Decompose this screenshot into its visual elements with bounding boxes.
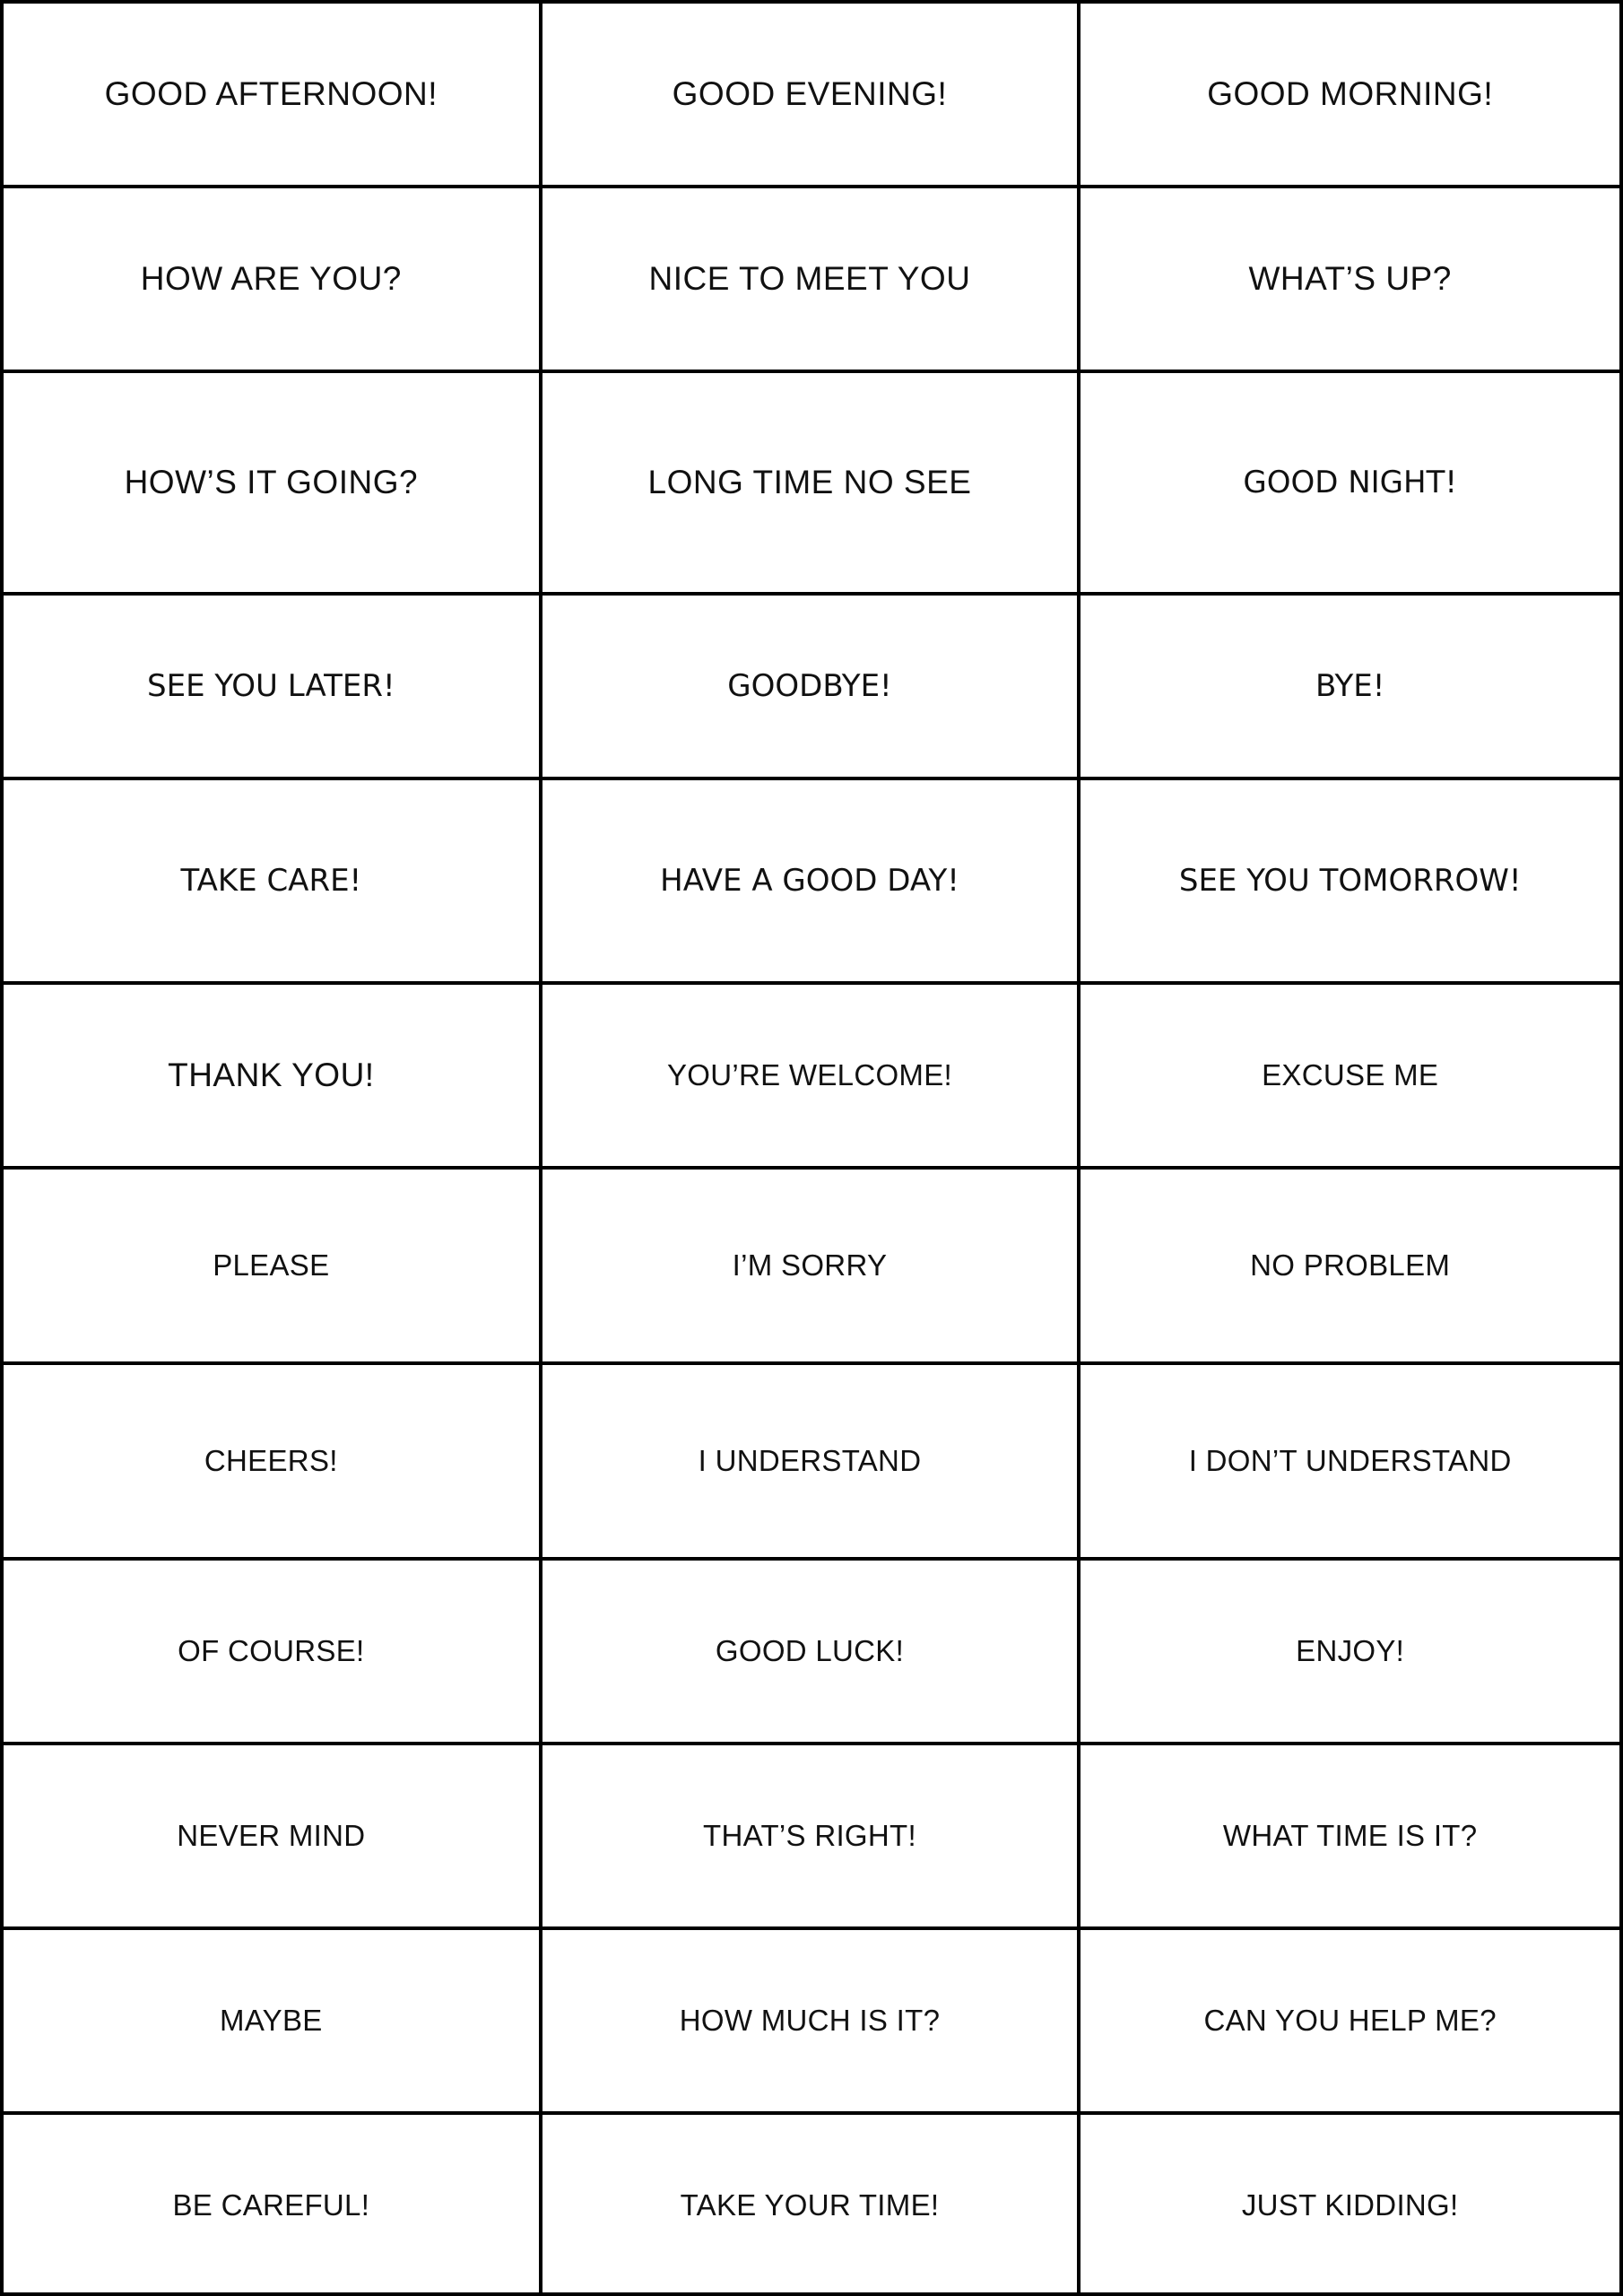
phrase-text: WHAT TIME IS IT?	[1222, 1819, 1478, 1852]
phrase-text: YOU’RE WELCOME!	[666, 1058, 953, 1091]
phrase-card	[4, 780, 542, 985]
phrase-card	[542, 373, 1081, 596]
phrase-text: SEE YOU LATER!	[147, 668, 395, 704]
phrase-text: PLEASE	[213, 1248, 330, 1282]
phrase-text: GOOD MORNING!	[1207, 75, 1494, 112]
phrase-card	[1081, 1365, 1619, 1561]
phrase-card	[4, 1930, 542, 2115]
phrase-text: HOW MUCH IS IT?	[679, 2004, 941, 2037]
phrase-card	[4, 985, 542, 1170]
phrase-text: HOW’S IT GOING?	[124, 464, 419, 500]
phrase-text: GOOD NIGHT!	[1243, 465, 1457, 500]
phrase-text: GOOD EVENING!	[672, 75, 948, 112]
phrase-card	[1081, 1930, 1619, 2115]
phrase-card	[1081, 4, 1619, 188]
phrase-card	[542, 1745, 1081, 1930]
phrase-card	[542, 2115, 1081, 2296]
phrase-card	[1081, 1170, 1619, 1365]
phrase-text: NO PROBLEM	[1250, 1248, 1451, 1282]
phrase-text: BE CAREFUL!	[172, 2188, 370, 2222]
phrase-text: EXCUSE ME	[1262, 1058, 1439, 1091]
phrase-card	[4, 1170, 542, 1365]
phrase-text: THANK YOU!	[168, 1057, 375, 1093]
phrase-text: OF COURSE!	[178, 1634, 365, 1667]
phrase-card	[4, 188, 542, 373]
phrase-text: WHAT’S UP?	[1248, 260, 1452, 297]
phrase-card	[1081, 1561, 1619, 1745]
phrase-text: GOOD AFTERNOON!	[104, 75, 438, 112]
phrase-card	[542, 1561, 1081, 1745]
phrase-text: I UNDERSTAND	[698, 1444, 922, 1477]
phrase-text: JUST KIDDING!	[1241, 2188, 1459, 2222]
phrase-card	[542, 1930, 1081, 2115]
phrase-text: CAN YOU HELP ME?	[1203, 2004, 1497, 2037]
phrase-text: NICE TO MEET YOU	[648, 260, 971, 297]
phrase-text: TAKE CARE!	[180, 863, 362, 899]
phrase-card	[1081, 188, 1619, 373]
phrase-card	[1081, 985, 1619, 1170]
phrase-card	[542, 985, 1081, 1170]
phrase-text: GOOD LUCK!	[715, 1634, 905, 1667]
phrase-text: SEE YOU TOMORROW!	[1178, 863, 1522, 899]
phrase-card	[4, 1365, 542, 1561]
phrase-card	[542, 4, 1081, 188]
phrase-text: TAKE YOUR TIME!	[680, 2188, 940, 2222]
phrase-card	[4, 1561, 542, 1745]
phrase-text: MAYBE	[220, 2004, 323, 2037]
phrase-text: CHEERS!	[204, 1444, 338, 1477]
phrase-text: BYE!	[1315, 668, 1385, 704]
phrase-text: NEVER MIND	[177, 1819, 366, 1852]
phrase-card	[542, 596, 1081, 780]
phrase-card	[1081, 2115, 1619, 2296]
phrase-card	[4, 596, 542, 780]
phrase-card	[542, 1170, 1081, 1365]
phrase-card	[542, 1365, 1081, 1561]
phrase-card	[4, 1745, 542, 1930]
phrase-card	[1081, 373, 1619, 596]
phrase-text: I’M SORRY	[732, 1248, 888, 1282]
phrase-card	[1081, 596, 1619, 780]
phrase-card	[4, 4, 542, 188]
phrase-text: THAT’S RIGHT!	[703, 1819, 916, 1852]
phrase-card	[4, 373, 542, 596]
phrase-card	[542, 188, 1081, 373]
phrase-text: ENJOY!	[1296, 1634, 1405, 1667]
phrase-card	[4, 2115, 542, 2296]
phrase-card	[1081, 1745, 1619, 1930]
phrase-card	[542, 780, 1081, 985]
phrase-card	[1081, 780, 1619, 985]
phrase-text: GOODBYE!	[727, 668, 892, 704]
phrase-text: LONG TIME NO SEE	[647, 464, 972, 500]
phrase-text: I DON’T UNDERSTAND	[1188, 1444, 1512, 1477]
phrase-text: HAVE A GOOD DAY!	[660, 863, 959, 899]
phrase-text: HOW ARE YOU?	[140, 260, 402, 297]
